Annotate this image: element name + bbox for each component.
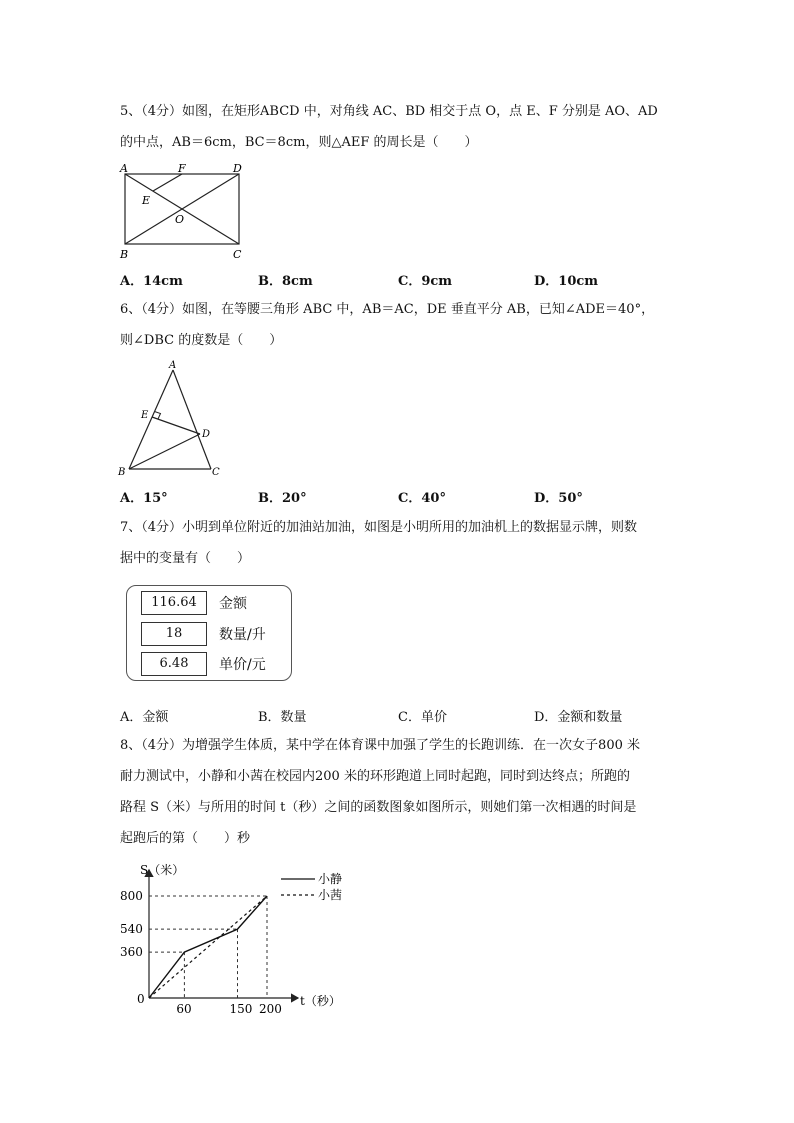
question-7-options bbox=[120, 706, 680, 726]
price-label: 单价/元 bbox=[219, 657, 266, 673]
triangle-figure bbox=[112, 358, 232, 480]
option-a[interactable]: A．15° bbox=[120, 491, 168, 506]
question-6-line-2: 则∠DBC 的度数是（ ） bbox=[120, 333, 283, 348]
option-b[interactable]: B．8cm bbox=[258, 274, 313, 289]
legend-label: 小静 bbox=[318, 872, 343, 886]
label-A: A bbox=[120, 162, 128, 175]
amount-value: 116.64 bbox=[141, 591, 207, 615]
option-a[interactable]: A．14cm bbox=[120, 274, 183, 289]
question-5-line-2: 的中点，AB＝6cm，BC＝8cm，则△AEF 的周长是（ ） bbox=[120, 135, 478, 150]
price-value: 6.48 bbox=[141, 652, 207, 676]
x-axis-label: t（秒） bbox=[300, 994, 341, 1008]
question-6 bbox=[120, 294, 680, 356]
panel-row-price bbox=[141, 652, 291, 678]
option-d[interactable]: D．10cm bbox=[534, 274, 599, 289]
question-6-options bbox=[120, 487, 680, 507]
y-axis-label: S（米） bbox=[140, 863, 185, 877]
series-line-2 bbox=[149, 896, 267, 998]
x-tick-label: 150 bbox=[229, 1002, 253, 1016]
distance-time-chart bbox=[110, 856, 370, 1018]
y-tick-label: 360 bbox=[120, 945, 143, 960]
question-8 bbox=[120, 730, 680, 854]
question-7 bbox=[120, 512, 680, 574]
label-D: D bbox=[233, 162, 242, 175]
y-tick-label: 800 bbox=[120, 889, 143, 903]
x-tick-label: 0 bbox=[137, 992, 145, 1006]
question-7-line-2: 据中的变量有（ ） bbox=[120, 551, 251, 566]
question-5 bbox=[120, 96, 680, 158]
x-tick-label: 200 bbox=[259, 1002, 282, 1016]
option-b[interactable]: B．20° bbox=[258, 491, 307, 506]
amount-label: 金额 bbox=[219, 596, 247, 612]
option-d[interactable]: D．50° bbox=[534, 491, 583, 506]
label-F: F bbox=[178, 162, 186, 175]
label-A: A bbox=[169, 360, 177, 371]
option-c[interactable]: C．40° bbox=[398, 491, 446, 506]
label-O: O bbox=[175, 213, 185, 226]
question-5-line-1: 5、（4分）如图，在矩形ABCD 中，对角线 AC、BD 相交于点 O，点 E、F 分别是 AO、AD bbox=[120, 104, 658, 119]
fuel-display-panel bbox=[126, 585, 292, 681]
label-E: E bbox=[142, 194, 151, 207]
label-E: E bbox=[141, 410, 149, 421]
label-B: B bbox=[118, 467, 126, 478]
question-7-line-1: 7、（4分）小明到单位附近的加油站加油，如图是小明所用的加油机上的数据显示牌，则数 bbox=[120, 520, 638, 535]
x-tick-label: 60 bbox=[176, 1002, 192, 1016]
rectangle-figure bbox=[112, 158, 262, 266]
option-b[interactable]: B．数量 bbox=[258, 710, 307, 725]
label-C: C bbox=[212, 467, 220, 478]
question-8-line-3: 路程 S（米）与所用的时间 t（秒）之间的函数图象如图所示，则她们第一次相遇的时间是 bbox=[120, 800, 637, 815]
legend-label: 小茜 bbox=[318, 888, 343, 902]
label-C: C bbox=[233, 248, 242, 261]
panel-row-quantity bbox=[141, 622, 291, 648]
label-B: B bbox=[120, 248, 129, 261]
label-D: D bbox=[202, 429, 211, 440]
question-5-options bbox=[120, 270, 680, 290]
option-c[interactable]: C．9cm bbox=[398, 274, 453, 289]
quantity-value: 18 bbox=[141, 622, 207, 646]
quantity-label: 数量/升 bbox=[219, 627, 266, 643]
question-8-line-4: 起跑后的第（ ）秒 bbox=[120, 831, 251, 846]
option-d[interactable]: D．金额和数量 bbox=[534, 710, 623, 725]
question-8-line-1: 8、（4分）为增强学生体质，某中学在体育课中加强了学生的长跑训练．在一次女子800 米 bbox=[120, 738, 640, 753]
panel-row-amount bbox=[141, 591, 291, 617]
y-tick-label: 540 bbox=[120, 922, 143, 937]
question-8-line-2: 耐力测试中，小静和小茜在校园内200 米的环形跑道上同时起跑，同时到达终点；所跑的 bbox=[120, 769, 630, 784]
option-c[interactable]: C．单价 bbox=[398, 710, 447, 725]
question-6-line-1: 6、（4分）如图，在等腰三角形 ABC 中，AB＝AC，DE 垂直平分 AB，已知∠ADE＝40°， bbox=[120, 302, 655, 317]
option-a[interactable]: A．金额 bbox=[120, 710, 169, 725]
